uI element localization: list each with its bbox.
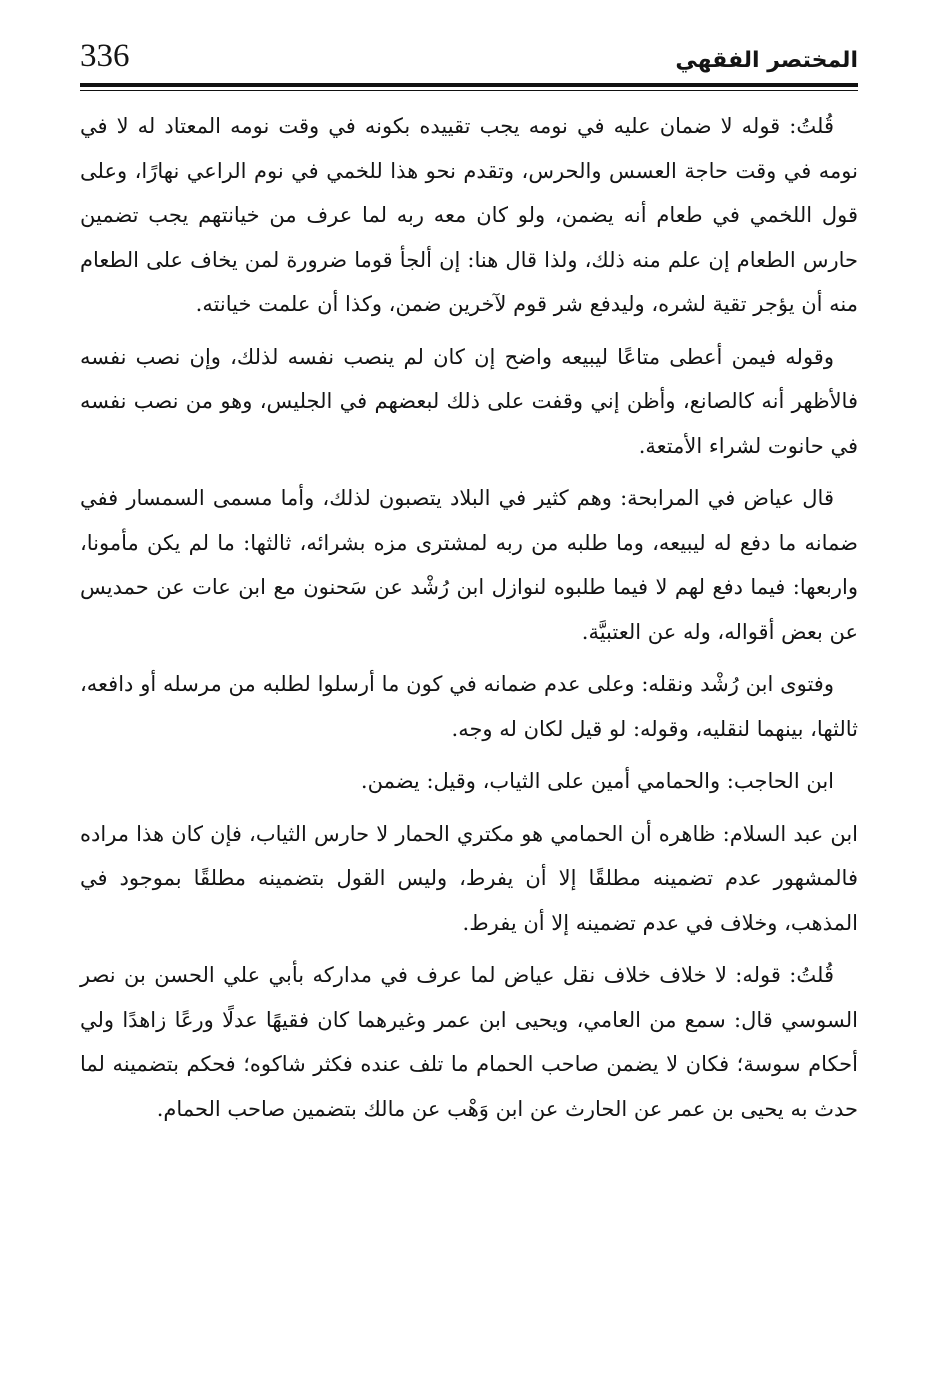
- paragraph: وفتوى ابن رُشْد ونقله: وعلى عدم ضمانه في كون ما أرسلوا لطلبه من مرسله أو دافعه، ثالثها، بينهما لنقليه، وقوله: لو قيل لكان له وجه.: [80, 672, 858, 741]
- running-title: المختصر الفقهي: [675, 48, 858, 73]
- paragraph: قُلتُ: قوله: لا خلاف خلاف نقل عياض لما عرف في مداركه بأبي علي الحسن بن نصر السوسي قال: سمع من العامي، ويحيى ابن عمر وغيرهما كان فقيهًا عدلًا ورعًا زاهدًا ولي أحكام سوسة؛ فكان لا يضمن صاحب الحمام ما تلف عنده فكثر شاكوه؛ فحكم بتضمينه لما حدث به يحيى بن عمر عن الحارث عن ابن وَهْب عن مالك بتضمين صاحب الحمام.: [80, 963, 858, 1121]
- header-rule-thin: [80, 90, 858, 91]
- body-text: [80, 104, 858, 1139]
- paragraph: ابن الحاجب: والحمامي أمين على الثياب، وقيل: يضمن.: [360, 769, 834, 793]
- page-header: [80, 30, 858, 92]
- paragraph: ابن عبد السلام: ظاهره أن الحمامي هو مكتري الحمار لا حارس الثياب، فإن كان هذا مراده فالمشهور عدم تضمينه مطلقًا إلا أن يفرط، وليس القول بتضمينه مطلقًا بموجود في المذهب، وخلاف في عدم تضمينه إلا أن يفرط.: [80, 821, 858, 935]
- page-number: 336: [80, 38, 130, 74]
- paragraph: قُلتُ: قوله لا ضمان عليه في نومه يجب تقييده بكونه في وقت نومه المعتاد له لا في نومه في وقت حاجة العسس والحرس، وتقدم نحو هذا للخمي في نوم الراعي نهارًا، وعلى قول اللخمي في طعام أنه يضمن، ولو كان معه ربه لما عرف من خيانتهم يجب تضمين حارس الطعام إن علم منه ذلك، ولذا قال هنا: إن ألجأ قوما ضرورة لمن يخاف على الطعام منه أن يؤجر تقية لشره، وليدفع شر قوم لآخرين ضمن، وكذا أن علمت خيانته.: [80, 114, 858, 316]
- paragraph: وقوله فيمن أعطى متاعًا ليبيعه واضح إن كان لم ينصب نفسه لذلك، وإن نصب نفسه فالأظهر أنه كالصانع، وأظن إني وقفت على ذلك لبعضهم في الجليس، وهو من نصب نفسه في حانوت لشراء الأمتعة.: [80, 344, 858, 458]
- header-rule-thick: [80, 83, 858, 87]
- paragraph: قال عياض في المرابحة: وهم كثير في البلاد يتصبون لذلك، وأما مسمى السمسار ففي ضمانه ما دفع له ليبيعه، وما طلبه من ربه لمشترى مزه بشرائه، ثالثها: ما لم يكن مأمونا، واربعها: فيما دفع لهم لا فيما طلبوه لنوازل ابن رُشْد عن سَحنون مع ابن عات عن حمديس عن بعض أقواله، وله عن العتبيَّة.: [80, 486, 858, 644]
